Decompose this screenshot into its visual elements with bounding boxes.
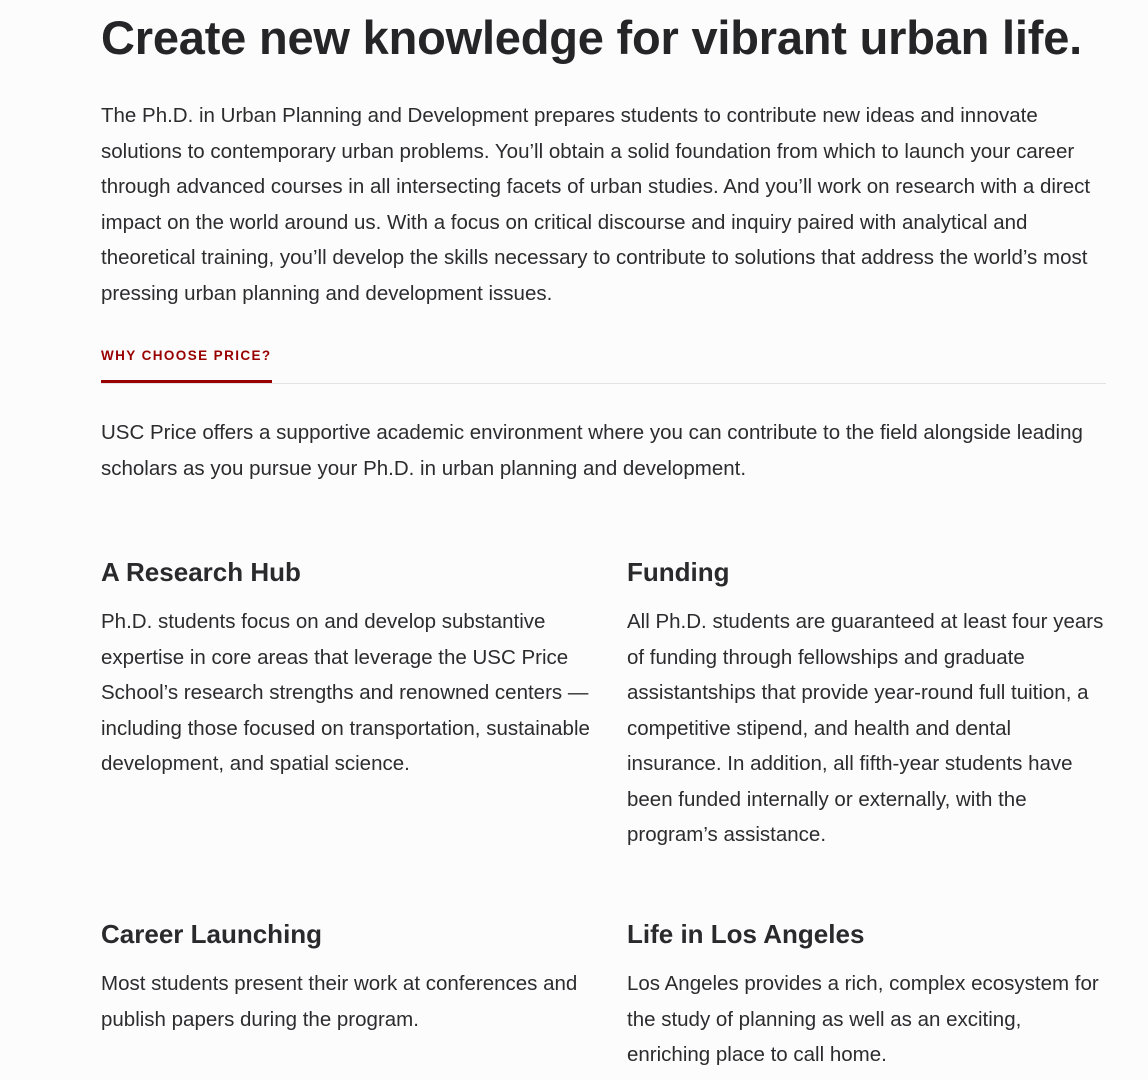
feature-title: Funding xyxy=(627,557,730,587)
feature-text: Ph.D. students focus on and develop substantive expertise in core areas that leverage the USC Price School’s research strengths and renowned centers — including those focused on transportation, sustainable development, and spatial science. xyxy=(101,610,590,775)
feature-title: Career Launching xyxy=(101,919,323,949)
feature-title: A Research Hub xyxy=(101,557,301,587)
feature-life-in-los-angeles xyxy=(627,918,1107,1073)
feature-research-hub xyxy=(101,556,591,782)
tab-panel-text: USC Price offers a supportive academic environment where you can contribute to the field alongside leading scholars as you pursue your Ph.D. in urban planning and development. xyxy=(101,421,1083,480)
feature-title: Life in Los Angeles xyxy=(627,919,865,949)
intro-paragraph: The Ph.D. in Urban Planning and Development prepares students to contribute new ideas and innovate solutions to contemporary urban problems. You’ll obtain a solid foundation from which to launch your career through advanced courses in all intersecting facets of urban studies. And you’ll work on research with a direct impact on the world around us. With a focus on critical discourse and inquiry paired with analytical and theoretical training, you’ll develop the skills necessary to contribute to solutions that address the world’s most pressing urban planning and development issues. xyxy=(101,104,1091,305)
feature-text: All Ph.D. students are guaranteed at least four years of funding through fellowships and graduate assistantships that provide year-round full tuition, a competitive stipend, and health and dental insurance. In addition, all fifth-year students have been funded internally or externally, with the program’s assistance. xyxy=(627,610,1104,846)
tab-why-choose-price[interactable]: WHY CHOOSE PRICE? xyxy=(101,345,272,383)
feature-text: Los Angeles provides a rich, complex ecosystem for the study of planning as well as an exciting, enriching place to call home. xyxy=(627,972,1099,1066)
page-title: Create new knowledge for vibrant urban life. xyxy=(101,11,1082,64)
tab-bar xyxy=(101,345,1106,384)
feature-text: Most students present their work at conferences and publish papers during the program. xyxy=(101,972,578,1031)
feature-career-launching xyxy=(101,918,591,1037)
main-content xyxy=(101,0,1106,1066)
feature-funding xyxy=(627,556,1107,853)
